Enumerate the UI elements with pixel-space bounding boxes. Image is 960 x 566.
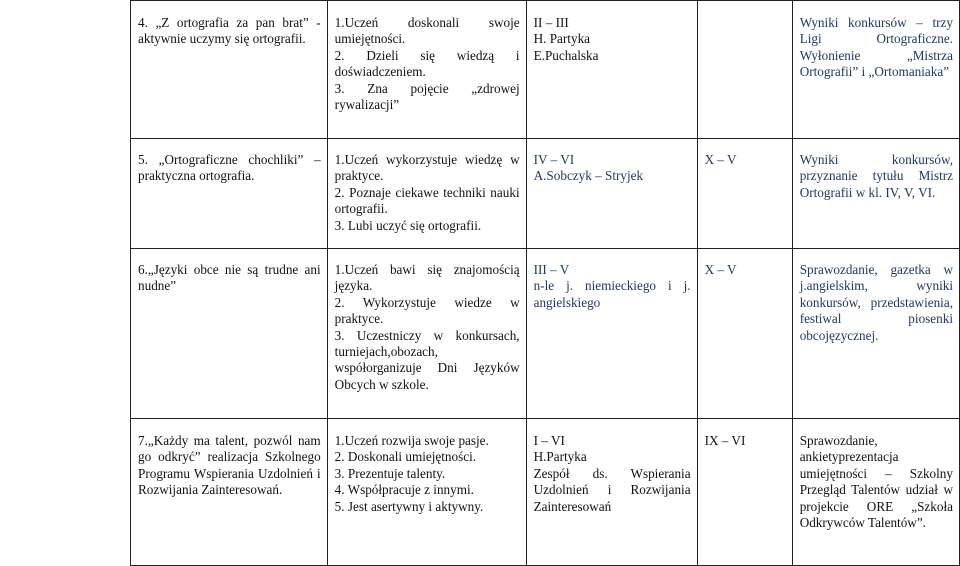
results-cell	[792, 249, 959, 419]
table-row	[131, 419, 960, 566]
results-cell	[792, 419, 959, 566]
results-text: Sprawozdanie, gazetka w j.angielskim, wyniki konkursów, przedstawienia, festiwal piosenki obcojęzycznej.	[799, 262, 953, 343]
goal-item: 4. Współpracuje z innymi.	[334, 482, 474, 498]
classes-cell	[526, 419, 697, 566]
program-table	[130, 0, 960, 566]
topic-text: 5. „Ortograficzne chochliki” – praktyczna ortografia.	[138, 152, 321, 184]
results-text: Wyniki konkursów – trzy Ligi Ortograficzne. Wyłonienie „Mistrza Ortografii” i „Ortomaniaka”	[799, 15, 953, 80]
term-text: IX – VI	[704, 433, 746, 448]
topic-text: 7.„Każdy ma talent, pozwól nam go odkryć” realizacja Szkolnego Programu Wspierania Uzdolnień i Rozwijania Zainteresowań.	[138, 433, 321, 498]
goal-item: 1.Uczeń doskonali swoje umiejętności.	[334, 15, 520, 47]
topic-cell	[131, 1, 328, 139]
goal-item: 3. Lubi uczyć się ortografii.	[334, 217, 482, 233]
goal-item: 5. Jest asertywny i aktywny.	[334, 498, 484, 514]
term-cell	[697, 249, 792, 419]
topic-cell	[131, 249, 328, 419]
goal-item: 2. Doskonali umiejętności.	[334, 449, 477, 465]
topic-cell	[131, 419, 328, 566]
topic-cell	[131, 139, 328, 249]
table-row	[131, 1, 960, 139]
term-cell	[697, 139, 792, 249]
classes-item: E.Puchalska	[533, 47, 599, 63]
goal-item: 2. Wykorzystuje wiedze w praktyce.	[334, 294, 520, 327]
results-text: Wyniki konkursów, przyznanie tytułu Mistrz Ortografii w kl. IV, V, VI.	[799, 152, 953, 200]
classes-item: II – III	[533, 15, 569, 30]
goals-cell	[327, 419, 526, 566]
goal-item: 3. Uczestniczy w konkursach, turniejach,obozach, współorganizuje Dni Języków Obcych w szkole.	[334, 327, 520, 392]
term-cell	[697, 419, 792, 566]
classes-cell	[526, 1, 697, 139]
results-cell	[792, 139, 959, 249]
term-cell	[697, 1, 792, 139]
classes-item: Zespół ds. Wspierania Uzdolnień i Rozwijania Zainteresowań	[533, 465, 691, 514]
goals-cell	[327, 139, 526, 249]
goal-item: 1.Uczeń wykorzystuje wiedzę w praktyce.	[334, 152, 520, 184]
term-text: X – V	[704, 152, 737, 167]
topic-text: 4. „Z ortografia za pan brat” - aktywnie uczymy się ortografii.	[138, 15, 321, 47]
results-cell	[792, 1, 959, 139]
table-row	[131, 249, 960, 419]
classes-item: H. Partyka	[533, 31, 591, 47]
goals-cell	[327, 1, 526, 139]
classes-item: III – V	[533, 262, 570, 277]
table-row	[131, 139, 960, 249]
goal-item: 3. Zna pojęcie „zdrowej rywalizacji”	[334, 80, 520, 113]
classes-cell	[526, 249, 697, 419]
classes-item: I – VI	[533, 433, 565, 448]
goals-cell	[327, 249, 526, 419]
goal-item: 3. Prezentuje talenty.	[334, 465, 446, 481]
classes-item: n-le j. niemieckiego i j. angielskiego	[533, 278, 691, 310]
goal-item: 1.Uczeń bawi się znajomością języka.	[334, 262, 520, 294]
goal-item: 2. Poznaje ciekawe techniki nauki ortografii.	[334, 184, 520, 217]
classes-item: H.Partyka	[533, 449, 587, 465]
goal-item: 2. Dzieli się wiedzą i doświadczeniem.	[334, 47, 520, 80]
goal-item: 1.Uczeń rozwija swoje pasje.	[334, 433, 489, 448]
classes-item: A.Sobczyk – Stryjek	[533, 168, 644, 184]
results-text: Sprawozdanie, ankietyprezentacja umiejętności – Szkolny Przegląd Talentów udział w projekcie ORE „Szkoła Odkrywców Talentów”.	[799, 433, 953, 531]
classes-cell	[526, 139, 697, 249]
topic-text: 6.„Języki obce nie są trudne ani nudne”	[138, 262, 321, 294]
classes-item: IV – VI	[533, 152, 575, 167]
term-text: X – V	[704, 262, 737, 277]
